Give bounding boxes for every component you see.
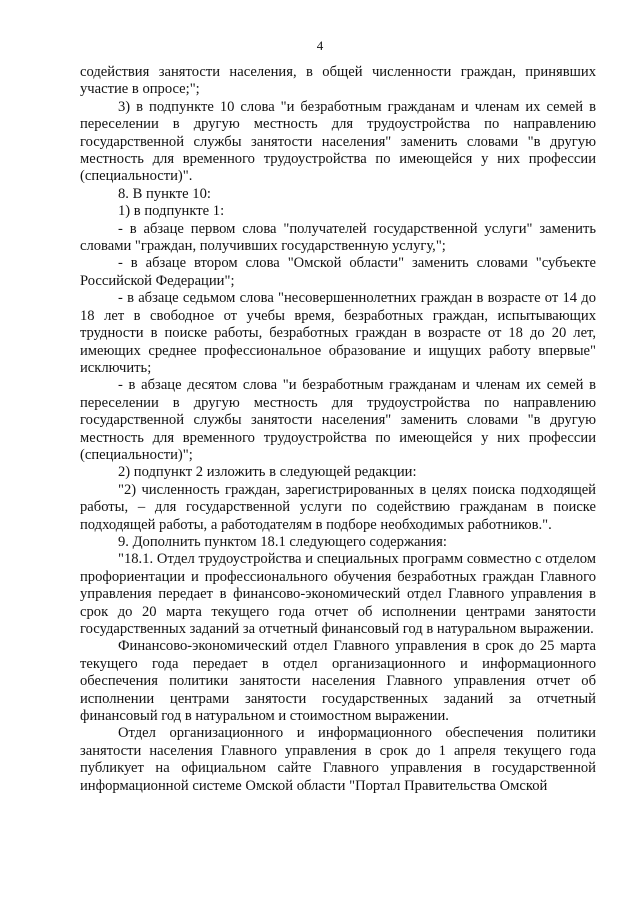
paragraph: - в абзаце первом слова "получателей государственной услуги" заменить словами "граждан, получивших государственную услугу,";: [80, 220, 596, 255]
paragraph: "18.1. Отдел трудоустройства и специальных программ совместно с отделом профориентации и профессионального обучения безработных граждан Главного управления передает в финансово-экономический отдел Главного управления в срок до 20 марта текущего года отчет об исполнении центрами занятости государственных заданий за отчетный финансовый год в натуральном выражении.: [80, 551, 596, 637]
paragraph: - в абзаце седьмом слова "несовершеннолетних граждан в возрасте от 14 до 18 лет в свободное от учебы время, безработных граждан, испытывающих трудности в поиске работы, безработных граждан в возрасте от 18 до 20 лет, имеющих среднее профессиональное образование и ищущих работу впервые" исключить;: [80, 290, 596, 376]
paragraph: 9. Дополнить пунктом 18.1 следующего содержания:: [118, 533, 447, 550]
paragraph: Отдел организационного и информационного обеспечения политики занятости населения Главного управления в срок до 1 апреля текущего года публикует на официальном сайте Главного управления в государственной информационной системе Омской области "Портал Правительства Омской: [80, 725, 596, 794]
paragraph: 8. В пункте 10:: [118, 185, 211, 202]
paragraph: - в абзаце десятом слова "и безработным гражданам и членам их семей в переселении в другую местность для трудоустройства по направлению государственной службы занятости населения" заменить словами "в другую местность для временного трудоустройства по имеющейся у них профессии (специальности)";: [80, 377, 596, 463]
paragraph: 3) в подпункте 10 слова "и безработным гражданам и членам их семей в переселении в другую местность для трудоустройства по направлению государственной службы занятости населения" заменить словами "в другую местность для временного трудоустройства по имеющейся у них профессии (специальности)".: [80, 98, 596, 185]
document-body: [80, 64, 596, 795]
paragraph: "2) численность граждан, зарегистрированных в целях поиска подходящей работы, – для государственной услуги по содействию гражданам в поиске подходящей работы, а работодателям в подборе необходимых работников.".: [80, 481, 596, 533]
paragraph: 2) подпункт 2 изложить в следующей редакции:: [118, 464, 417, 481]
paragraph: - в абзаце втором слова "Омской области" заменить словами "субъекте Российской Федерации";: [80, 255, 596, 289]
paragraph: содействия занятости населения, в общей численности граждан, принявших участие в опросе;";: [80, 64, 596, 98]
paragraph: Финансово-экономический отдел Главного управления в срок до 25 марта текущего года передает в отдел организационного и информационного обеспечения политики занятости населения Главного управления отчет об исполнении центрами занятости государственных заданий за отчетный финансовый год в натуральном и стоимостном выражении.: [80, 638, 596, 725]
paragraph: 1) в подпункте 1:: [118, 203, 225, 220]
page-number: 4: [316, 38, 324, 53]
